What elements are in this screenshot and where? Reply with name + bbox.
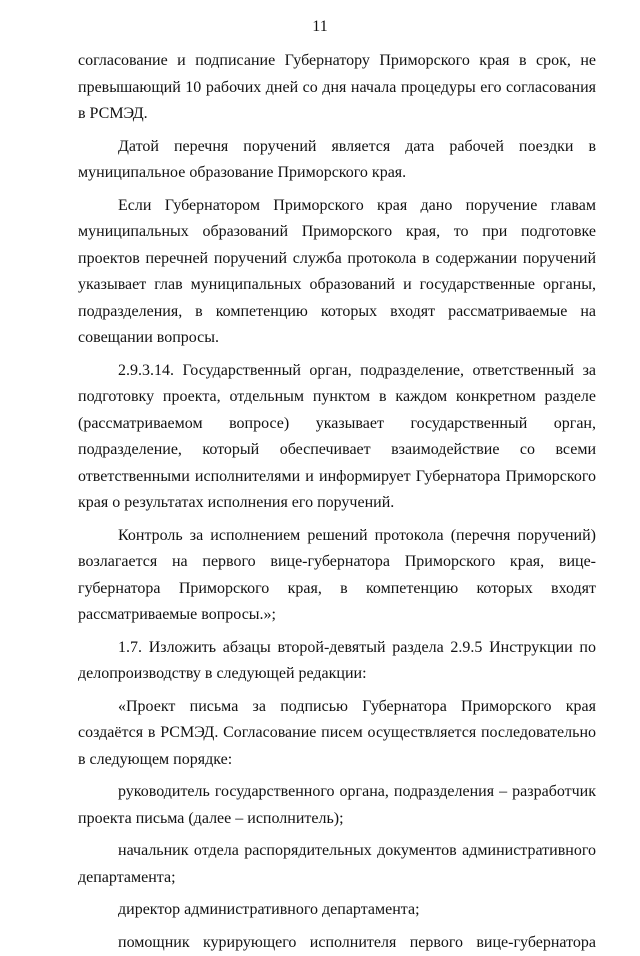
paragraph-approver-assistant: помощник курирующего исполнителя первого вице-губернатора bbox=[78, 930, 596, 956]
paragraph-letter-draft: «Проект письма за подписью Губернатора Приморского края создаётся в РСМЭД. Согласование писем осуществляется последовательно в следующем порядке: bbox=[78, 694, 596, 774]
paragraph-control: Контроль за исполнением решений протокола (перечня поручений) возлагается на первого вице-губернатора Приморского края, вице-губернатора Приморского края, в компетенцию которых входят рассматриваемые вопросы.»; bbox=[78, 523, 596, 629]
paragraph-approver-department-chief: начальник отдела распорядительных документов административного департамента; bbox=[78, 838, 596, 891]
paragraph-approver-director: директор административного департамента; bbox=[78, 897, 596, 924]
paragraph-date-of-list: Датой перечня поручений является дата рабочей поездки в муниципальное образование Приморского края. bbox=[78, 134, 596, 187]
document-body bbox=[78, 48, 596, 956]
paragraph-approver-head: руководитель государственного органа, подразделения – разработчик проекта письма (далее – исполнитель); bbox=[78, 779, 596, 832]
page-number: 11 bbox=[0, 18, 640, 36]
paragraph-2-9-3-14: 2.9.3.14. Государственный орган, подразделение, ответственный за подготовку проекта, отдельным пунктом в каждом конкретном разделе (рассматриваемом вопросе) указывает государственный орган, подразделение, который обеспечивает взаимодействие со всеми ответственными исполнителями и информирует Губернатора Приморского края о результатах исполнения его поручений. bbox=[78, 358, 596, 517]
paragraph-municipal-heads: Если Губернатором Приморского края дано поручение главам муниципальных образований Приморского края, то при подготовке проектов перечней поручений служба протокола в содержании поручений указывает глав муниципальных образований и государственные органы, подразделения, в компетенцию которых входят рассматриваемые на совещании вопросы. bbox=[78, 193, 596, 352]
paragraph-1-7: 1.7. Изложить абзацы второй-девятый раздела 2.9.5 Инструкции по делопроизводству в следующей редакции: bbox=[78, 635, 596, 688]
paragraph-continuation: согласование и подписание Губернатору Приморского края в срок, не превышающий 10 рабочих дней со дня начала процедуры его согласования в РСМЭД. bbox=[78, 48, 596, 128]
